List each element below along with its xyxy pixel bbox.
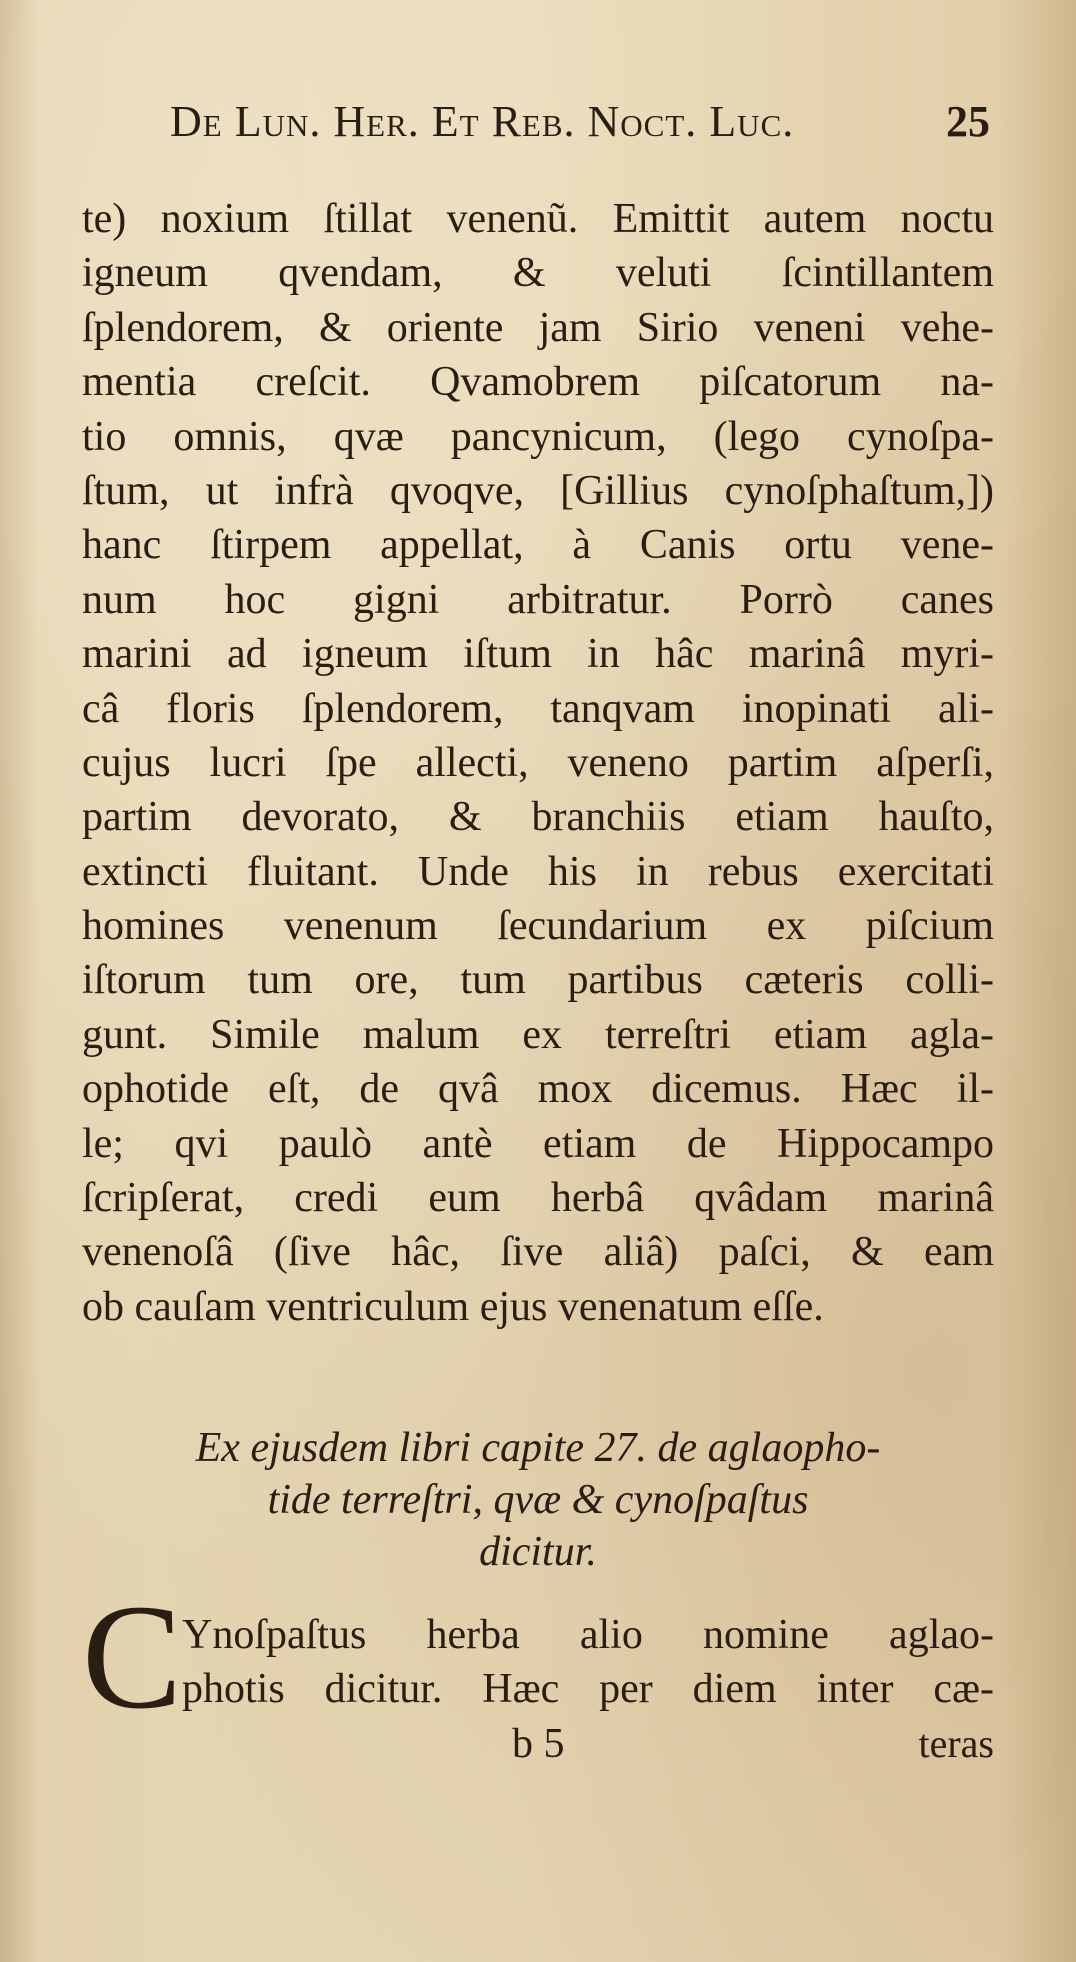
section-text-line: Ynoſpaſtus herba alio nomine aglao- xyxy=(182,1612,994,1658)
section-heading-line: tide terreſtri, qvæ & cynoſpaſtus xyxy=(267,1477,809,1523)
section-heading-line: Ex ejusdem libri capite 27. de aglaopho- xyxy=(195,1425,881,1471)
section-heading-line: dicitur. xyxy=(479,1529,597,1575)
text-line: câ floris ſplendorem, tanqvam inopinati ali- xyxy=(82,685,994,732)
text-line: num hoc gigni arbitratur. Porrò canes xyxy=(82,576,994,623)
page-footer xyxy=(82,1720,994,1780)
drop-cap: C xyxy=(82,1574,183,1740)
page-header xyxy=(170,96,990,156)
running-head: De Lun. Her. Et Reb. Noct. Luc. xyxy=(170,97,795,146)
text-line: te) noxium ſtillat venenũ. Emittit autem noctu xyxy=(82,196,994,242)
catchword: teras xyxy=(918,1721,994,1766)
text-line: tio omnis, qvæ pancynicum, (lego cynoſpa- xyxy=(82,413,994,460)
text-line: ſcripſerat, credi eum herbâ qvâdam marinâ xyxy=(82,1175,994,1222)
text-line: homines venenum ſecundarium ex piſcium xyxy=(82,903,994,950)
page-number: 25 xyxy=(946,97,990,146)
text-line: gunt. Simile malum ex terreſtri etiam agla- xyxy=(82,1011,994,1058)
main-text-block xyxy=(82,192,994,1334)
section-text-block xyxy=(82,1574,994,1740)
text-line: hanc ſtirpem appellat, à Canis ortu vene- xyxy=(82,522,994,569)
text-line: mentia creſcit. Qvamobrem piſcatorum na- xyxy=(82,359,994,406)
text-line: ophotide eſt, de qvâ mox dicemus. Hæc il- xyxy=(82,1066,994,1113)
text-line: cujus lucri ſpe allecti, veneno partim aſperſi, xyxy=(82,739,994,786)
text-line: venenoſâ (ſive hâc, ſive aliâ) paſci, & eam xyxy=(82,1229,994,1276)
text-line: ſplendorem, & oriente jam Sirio veneni vehe- xyxy=(82,304,994,351)
text-line: iſtorum tum ore, tum partibus cæteris colli- xyxy=(82,957,994,1004)
text-line: igneum qvendam, & veluti ſcintillantem xyxy=(82,250,994,297)
text-line: marini ad igneum iſtum in hâc marinâ myri- xyxy=(82,631,994,678)
text-line: ob cauſam ventriculum ejus venenatum eſſe. xyxy=(82,1283,824,1330)
text-line: le; qvi paulò antè etiam de Hippocampo xyxy=(82,1120,994,1167)
section-heading xyxy=(82,1422,994,1578)
text-line: extincti fluitant. Unde his in rebus exercitati xyxy=(82,848,994,895)
section-text-line: photis dicitur. Hæc per diem inter cæ- xyxy=(182,1666,994,1712)
text-line: partim devorato, & branchiis etiam hauſto, xyxy=(82,794,994,841)
signature-mark: b 5 xyxy=(512,1721,565,1767)
text-line: ſtum, ut infrà qvoqve, [Gillius cynoſphaſtum,]) xyxy=(82,467,994,514)
